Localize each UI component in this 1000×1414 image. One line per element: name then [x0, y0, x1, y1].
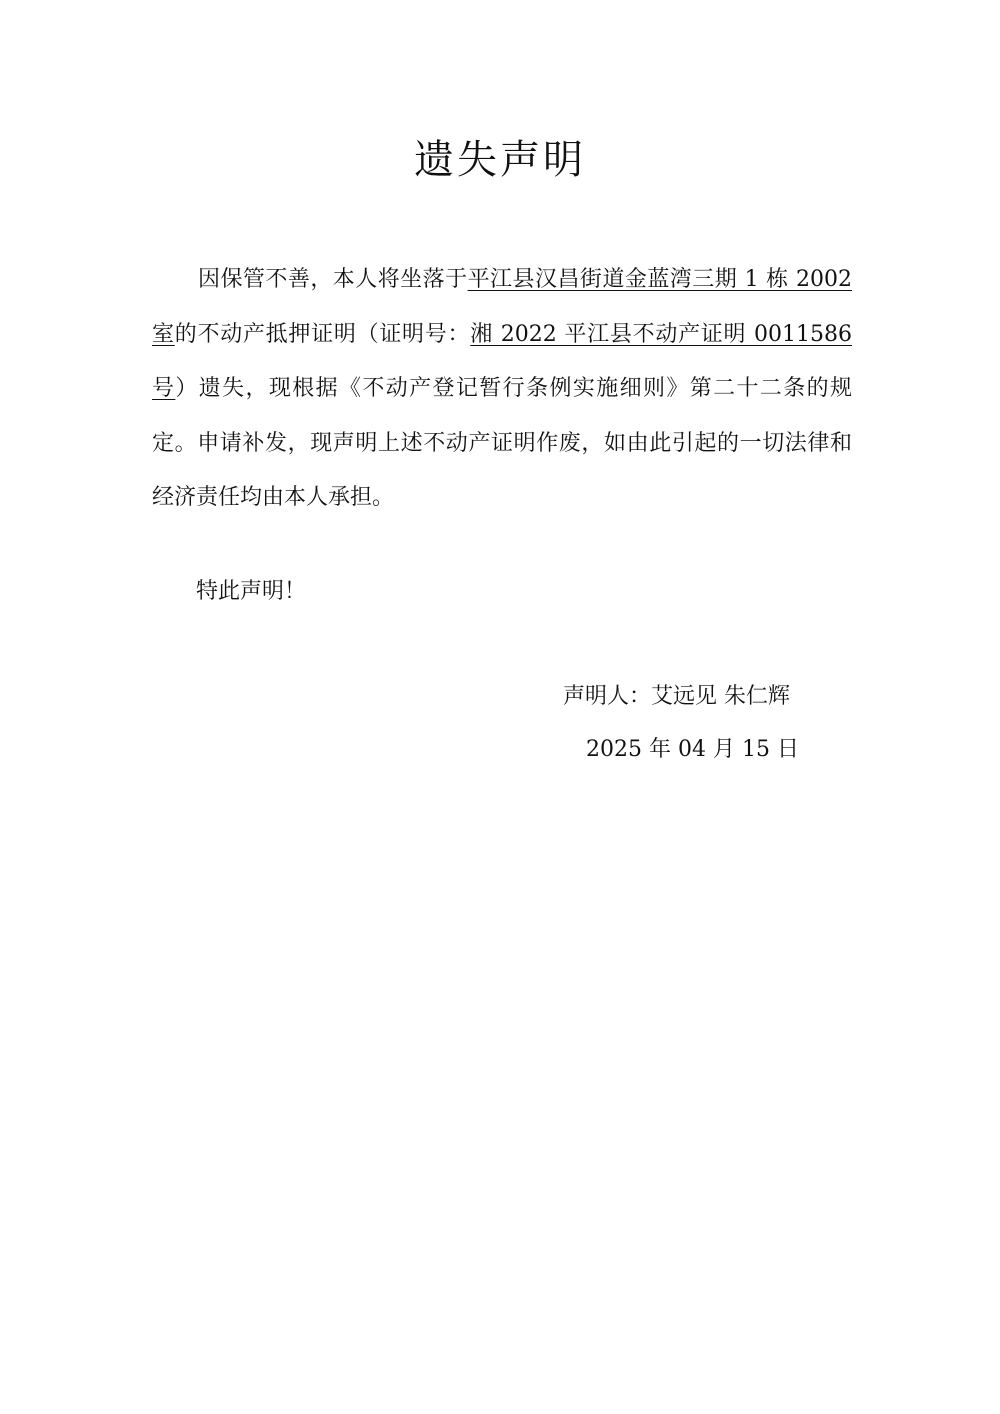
signature-names: 艾远见 朱仁辉: [651, 684, 791, 709]
statement-paragraph: [152, 253, 852, 526]
statement-cert-label: 的不动产抵押证明（证明号：: [174, 321, 471, 347]
signature-line: [563, 677, 790, 717]
certificate-number: 湘 2022 平江县不动产证明 0011586 号: [152, 321, 852, 401]
document-title: 遗失声明: [414, 137, 586, 183]
closing-statement: 特此声明！: [196, 579, 307, 604]
statement-intro: 因保管不善，本人将坐落于: [198, 267, 468, 292]
signature-label: 声明人：: [563, 684, 652, 709]
statement-body: ）遗失，现根据《不动产登记暂行条例实施细则》第二十二条的规定。申请补发，现声明上述不动产证明作废，如由此引起的一切法律和经济责任均由本人承担。: [152, 376, 852, 510]
property-address: 平江县汉昌街道金蓝湾三期 1 栋 2002 室: [152, 267, 852, 347]
statement-date: 2025 年 04 月 15 日: [586, 737, 799, 762]
